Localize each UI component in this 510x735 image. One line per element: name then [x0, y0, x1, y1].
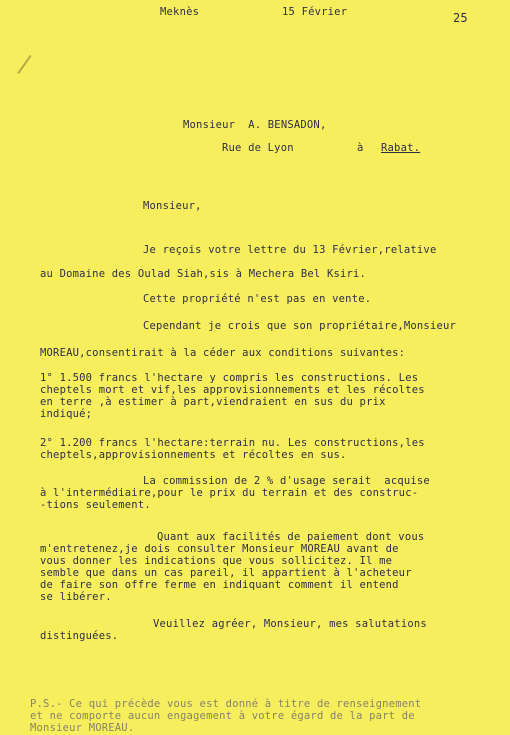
body-line: cheptels mort et vif,les approvisionnements et les récoltes: [40, 384, 425, 396]
postscript-line: P.S.- Ce qui précède vous est donné à titre de renseignement: [30, 698, 422, 710]
recipient-name: Monsieur A. BENSADON,: [183, 119, 327, 131]
body-line: m'entretenez,je dois consulter Monsieur MOREAU avant de: [40, 543, 399, 555]
body-line: Je reçois votre lettre du 13 Février,relative: [143, 244, 437, 256]
body-line: vous donner les indications que vous sollicitez. Il me: [40, 555, 393, 567]
recipient-preposition: à: [357, 142, 364, 154]
closing-line: Veuillez agréer, Monsieur, mes salutations: [153, 618, 427, 630]
body-line: Cependant je crois que son propriétaire,Monsieur: [143, 320, 457, 332]
recipient-street: Rue de Lyon: [222, 142, 294, 154]
body-line: -tions seulement.: [40, 499, 151, 511]
body-line: 1° 1.500 francs l'hectare y compris les constructions. Les: [40, 372, 419, 384]
body-line: à l'intermédiaire,pour le prix du terrain et des construc-: [40, 487, 419, 499]
postscript-line: Monsieur MOREAU.: [30, 722, 135, 734]
paper-mark: [17, 55, 44, 83]
recipient-city: Rabat.: [381, 142, 421, 154]
body-line: La commission de 2 % d'usage serait acquise: [143, 475, 430, 487]
body-line: MOREAU,consentirait à la céder aux conditions suivantes:: [40, 347, 406, 359]
body-line: au Domaine des Oulad Siah,sis à Mechera Bel Ksiri.: [40, 268, 367, 280]
body-line: de faire son offre ferme en indiquant comment il entend: [40, 579, 399, 591]
body-line: se libérer.: [40, 591, 112, 603]
body-line: Cette propriété n'est pas en vente.: [143, 293, 372, 305]
body-line: indiqué;: [40, 408, 93, 420]
postscript-line: et ne comporte aucun engagement à votre égard de la part de: [30, 710, 415, 722]
body-line: cheptels,approvisionnements et récoltes en sus.: [40, 449, 347, 461]
body-line: 2° 1.200 francs l'hectare:terrain nu. Les constructions,les: [40, 437, 425, 449]
body-line: Quant aux facilités de paiement dont vous: [157, 531, 425, 543]
closing-line: distinguées.: [40, 630, 119, 642]
page-number: 25: [453, 11, 468, 25]
body-line: semble que dans un cas pareil, il appartient à l'acheteur: [40, 567, 412, 579]
body-line: en terre ,à estimer à part,viendraient en sus du prix: [40, 396, 386, 408]
salutation: Monsieur,: [143, 200, 202, 212]
header-date: 15 Février: [282, 6, 348, 18]
header-city: Meknès: [160, 6, 200, 18]
